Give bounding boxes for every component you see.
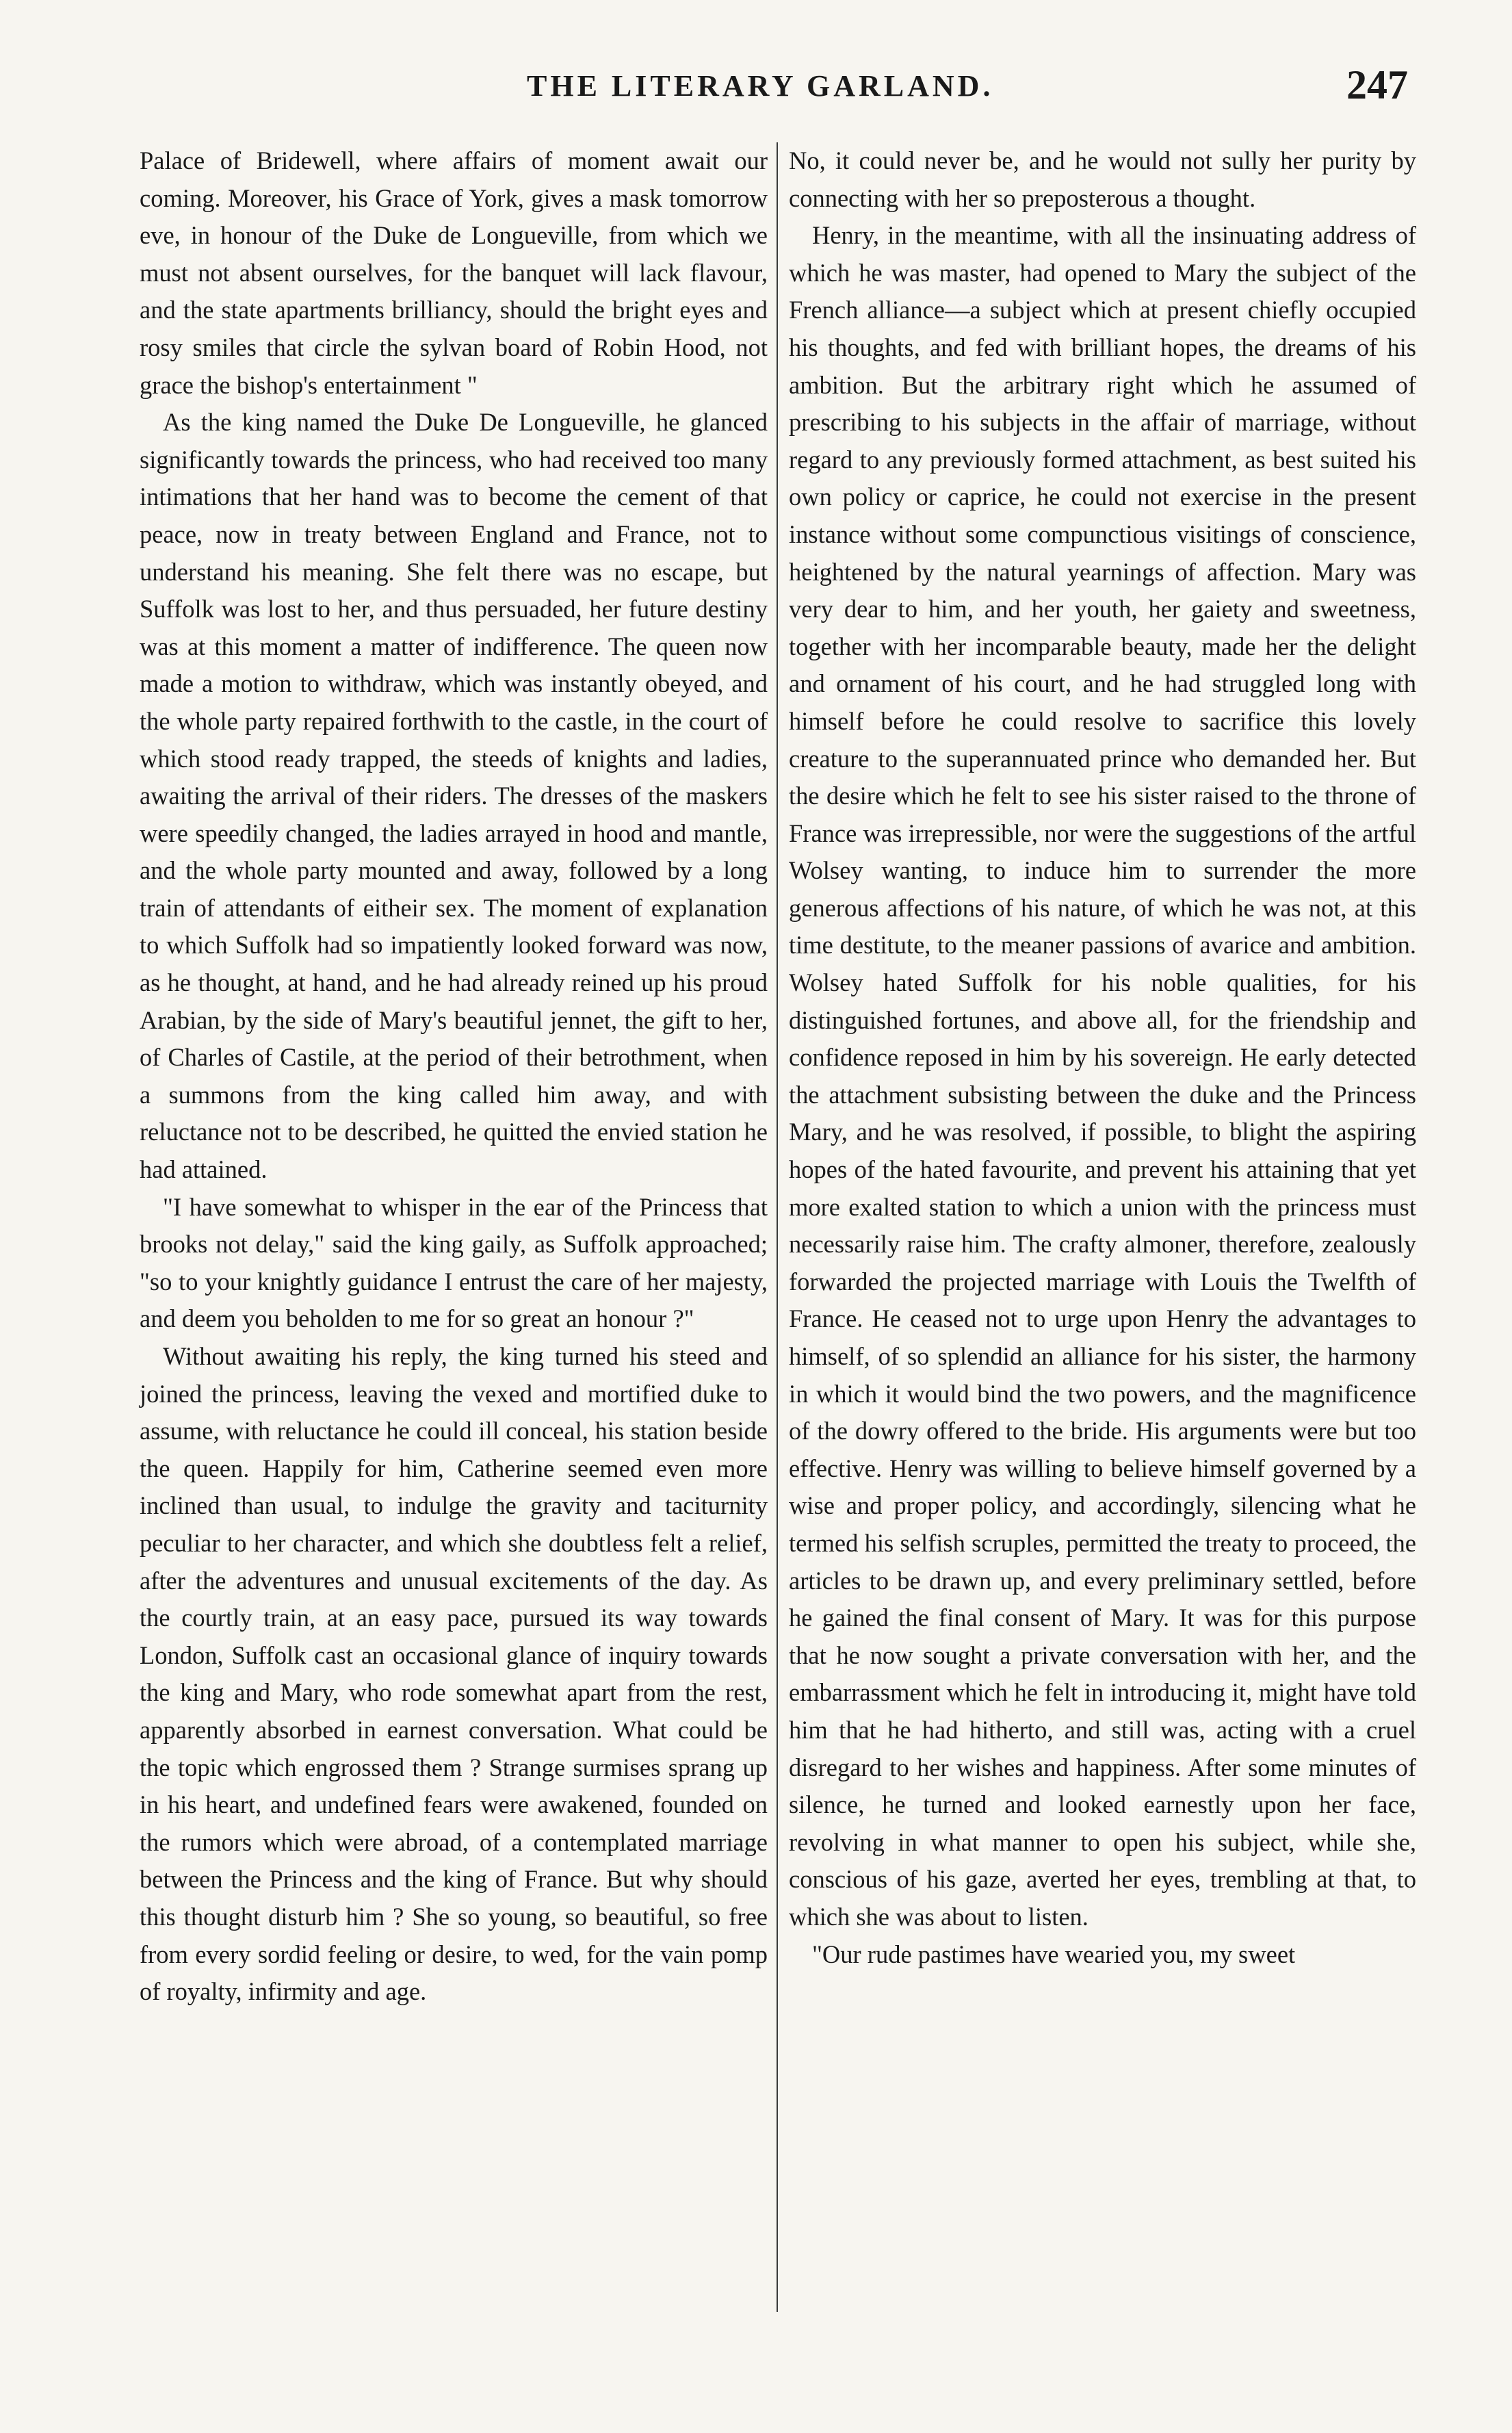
paragraph: As the king named the Duke De Longueville, he glanced significantly towards the princess, who had received too many intimations that her hand was to become the cement of that peace, now in treaty between England and France, not to understand his meaning. She felt there was no escape, but Suffolk was lost to her, and thus persuaded, her future destiny was at this moment a matter of indifference. The queen now made a motion to withdraw, which was instantly obeyed, and the whole party repaired forthwith to the castle, in the court of which stood ready trapped, the steeds of knights and ladies, awaiting the arrival of their riders. The dresses of the maskers were speedily changed, the ladies arrayed in hood and mantle, and the whole party mounted and away, followed by a long train of attendants of eitheir sex. The moment of explanation to which Suffolk had so impatiently looked forward was now, as he thought, at hand, and he had already reined up his proud Arabian, by the side of Mary's beautiful jennet, the gift to her, of Charles of Castile, at the period of their betrothment, when a summons from the king called him away, and with reluctance not to be described, he quitted the envied station he had attained.: [140, 408, 768, 1184]
page-number: 247: [1346, 62, 1408, 107]
paragraph: Henry, in the meantime, with all the insinuating address of which he was master, had opened to Mary the subject of the French alliance—a subject which at present chiefly occupied his thoughts, and fed with brilliant hopes, the dreams of his ambition. But the arbitrary right which he assumed of prescribing to his subjects in the affair of marriage, without regard to any previously formed attachment, as best suited his own policy or caprice, he could not exercise in the present instance without some compunctious visitings of conscience, heightened by the natural yearnings of affection. Mary was very dear to him, and her youth, her gaiety and sweetness, together with her incomparable beauty, made her the delight and ornament of his court, and he had struggled long with himself before he could resolve to sacrifice this lovely creature to the superannuated prince who demanded her. But the desire which he felt to see his sister raised to the throne of France was irrepressible, nor were the suggestions of the artful Wolsey wanting, to induce him to surrender the more generous affections of his nature, of which he was not, at this time destitute, to the meaner passions of avarice and ambition. Wolsey hated Suffolk for his noble qualities, for his distinguished fortunes, and above all, for the friendship and confidence reposed in him by his sovereign. He early detected the attachment subsisting between the duke and the Princess Mary, and he was resolved, if possible, to blight the aspiring hopes of the hated favourite, and prevent his attaining that yet more exalted station to which a union with the princess must necessarily raise him. The crafty almoner, therefore, zealously forwarded the projected marriage with Louis the Twelfth of France. He ceased not to urge upon Henry the advantages to himself, of so splendid an alliance for his sister, the harmony in which it would bind the two powers, and the magnificence of the dowry offered to the bride. His arguments were but too effective. Henry was willing to believe himself governed by a wise and proper policy, and accordingly, silencing what he termed his selfish scruples, permitted the treaty to proceed, the articles to be drawn up, and every preliminary settled, before he gained the final consent of Mary. It was for this purpose that he now sought a private conversation with her, and the embarrassment which he felt in introducing it, might have told him that he had hitherto, and still was, acting with a cruel disregard to her wishes and happiness. After some minutes of silence, he turned and looked earnestly upon her face, revolving in what manner to open his subject, while she, conscious of his gaze, averted her eyes, trembling at that, to which she was about to listen.: [789, 221, 1416, 1931]
paragraph: "Our rude pastimes have wearied you, my sweet: [812, 1940, 1296, 1968]
paragraph: "I have somewhat to whisper in the ear of the Princess that brooks not delay," said the king gaily, as Suffolk approached; "so to your knightly guidance I entrust the care of her majesty, and deem you beholden to me for so great an honour ?": [140, 1192, 768, 1333]
left-column: [140, 142, 768, 2011]
paragraph: Without awaiting his reply, the king turned his steed and joined the princess, leaving the vexed and mortified duke to assume, with reluctance he could ill conceal, his station beside the queen. Happily for him, Catherine seemed even more inclined than usual, to indulge the gravity and taciturnity peculiar to her character, and which she doubtless felt a relief, after the adventures and unusual excitements of the day. As the courtly train, at an easy pace, pursued its way towards London, Suffolk cast an occasional glance of inquiry towards the king and Mary, who rode somewhat apart from the rest, apparently absorbed in earnest conversation. What could be the topic which engrossed them ? Strange surmises sprang up in his heart, and undefined fears were awakened, founded on the rumors which were abroad, of a contemplated marriage between the Princess and the king of France. But why should this thought disturb him ? She so young, so beautiful, so free from every sordid feeling or desire, to wed, for the vain pomp of royalty, infirmity and age.: [140, 1342, 768, 2006]
paragraph: No, it could never be, and he would not sully her purity by connecting with her so preposterous a thought.: [789, 146, 1416, 212]
running-title: THE LITERARY GARLAND.: [527, 69, 994, 103]
column-divider: [777, 142, 778, 2312]
paragraph: Palace of Bridewell, where affairs of moment await our coming. Moreover, his Grace of York, gives a mask tomorrow eve, in honour of the Duke de Longueville, from which we must not absent ourselves, for the banquet will lack flavour, and the state apartments brilliancy, should the bright eyes and rosy smiles that circle the sylvan board of Robin Hood, not grace the bishop's entertainment ": [140, 146, 768, 399]
right-column: [789, 142, 1416, 1973]
